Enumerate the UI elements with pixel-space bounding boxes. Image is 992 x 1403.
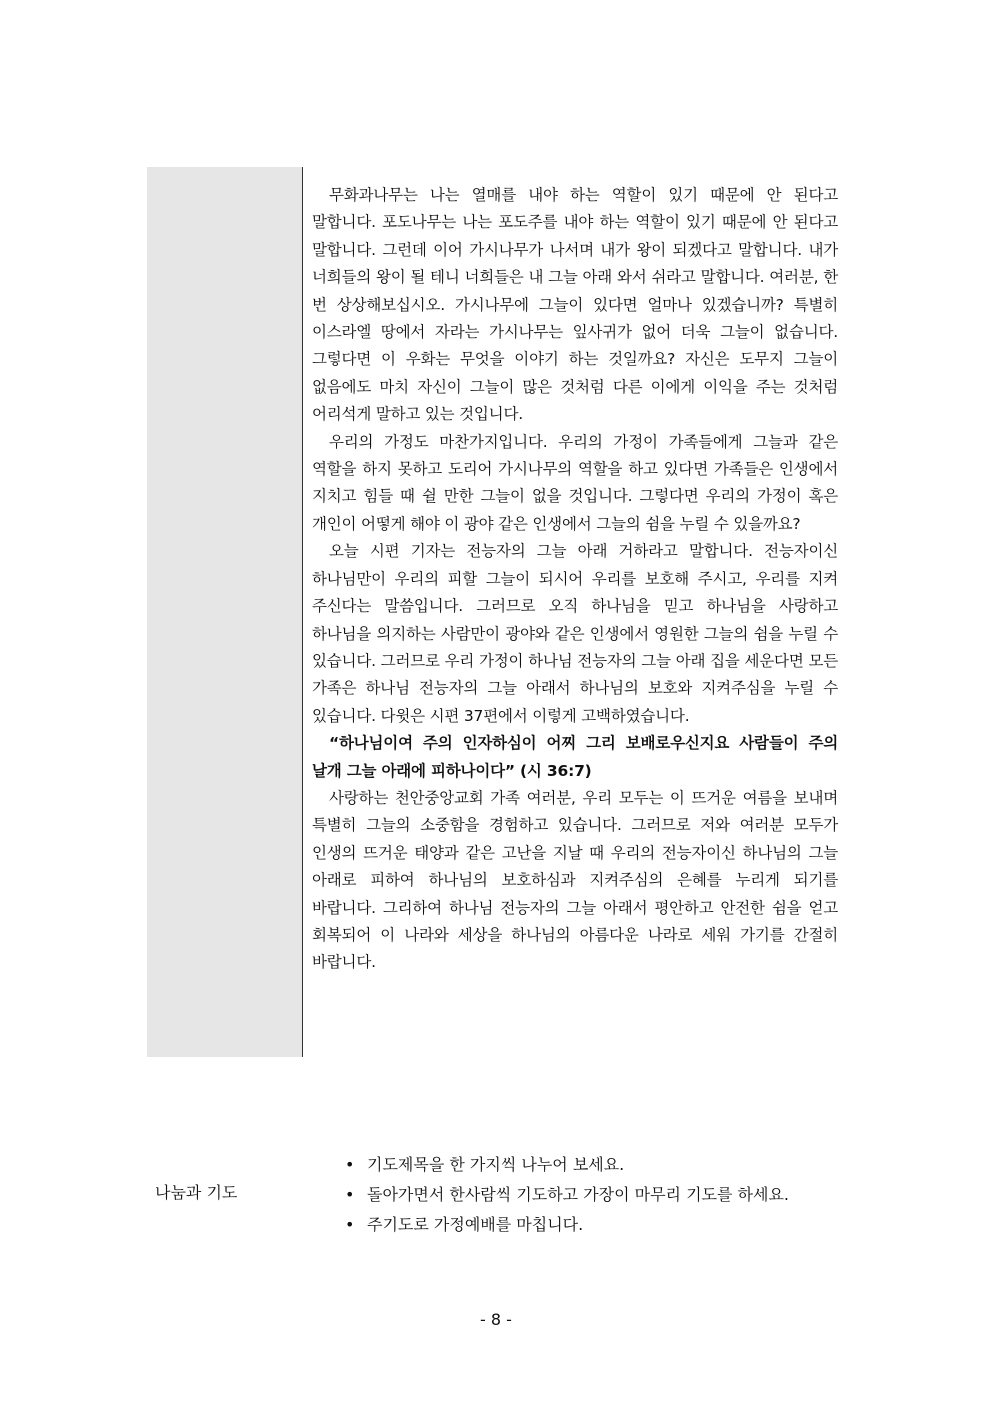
- paragraph-closing: 사랑하는 천안중앙교회 가족 여러분, 우리 모두는 이 뜨거운 여름을 보내며 특별히 그늘의 소중함을 경험하고 있습니다. 그러므로 저와 여러분 모두가 인생의 뜨거운 태양과 같은 고난을 지날 때 우리의 전능자이신 하나님의 그늘 아래로 피하여 하나님의 보호하심과 지켜주심의 은혜를 누리게 되기를 바랍니다. 그리하여 하나님 전능자의 그늘 아래서 평안하고 안전한 쉼을 얻고 회복되어 이 나라와 세상을 하나님의 아름다운 나라로 세워 가기를 간절히 바랍니다.: [312, 788, 838, 972]
- sermon-body: [312, 182, 838, 977]
- bullet-icon: •: [345, 1155, 355, 1174]
- prayer-list: [345, 1150, 789, 1240]
- list-item-text: 주기도로 가정예배를 마칩니다.: [367, 1215, 584, 1234]
- page-number: - 8 -: [480, 1310, 512, 1329]
- list-item-text: 기도제목을 한 가지씩 나누어 보세요.: [367, 1155, 625, 1174]
- paragraph-fig-tree: 무화과나무는 나는 열매를 내야 하는 역할이 있기 때문에 안 된다고 말합니다. 포도나무는 나는 포도주를 내야 하는 역할이 있기 때문에 안 된다고 말합니다. 그런데 이어 가시나무가 나서며 내가 왕이 되겠다고 말합니다. 내가 너희들의 왕이 될 테니 너희들은 내 그늘 아래 와서 쉬라고 말합니다. 여러분, 한 번 상상해보십시오. 가시나무에 그늘이 있다면 얼마나 있겠습니까? 특별히 이스라엘 땅에서 자라는 가시나무는 잎사귀가 없어 더욱 그늘이 없습니다. 그렇다면 이 우화는 무엇을 이야기 하는 것일까요? 자신은 도무지 그늘이 없음에도 마치 자신이 그늘이 많은 것처럼 다른 이에게 이익을 주는 것처럼 어리석게 말하고 있는 것입니다.: [312, 186, 838, 424]
- list-item-text: 돌아가면서 한사람씩 기도하고 가장이 마무리 기도를 하세요.: [367, 1185, 790, 1204]
- bullet-icon: •: [345, 1185, 355, 1204]
- list-item: [345, 1180, 789, 1210]
- bullet-icon: •: [345, 1215, 355, 1234]
- list-item: [345, 1210, 789, 1240]
- column-divider: [302, 167, 303, 1057]
- paragraph-family: 우리의 가정도 마찬가지입니다. 우리의 가정이 가족들에게 그늘과 같은 역할을 하지 못하고 도리어 가시나무의 역할을 하고 있다면 가족들은 인생에서 지치고 힘들 때 쉴 만한 그늘이 없을 것입니다. 그렇다면 우리의 가정이 혹은 개인이 어떻게 해야 이 광야 같은 인생에서 그늘의 쉼을 누릴 수 있을까요?: [312, 432, 839, 533]
- left-gray-column: [147, 167, 302, 1057]
- list-item: [345, 1150, 789, 1180]
- scripture-quote: “하나님이여 주의 인자하심이 어찌 그리 보배로우신지요 사람들이 주의 날개 그늘 아래에 피하나이다” (시 36:7): [312, 734, 838, 780]
- sharing-label: 나눔과 기도: [155, 1183, 238, 1202]
- paragraph-almighty-shadow: 오늘 시편 기자는 전능자의 그늘 아래 거하라고 말합니다. 전능자이신 하나님만이 우리의 피할 그늘이 되시어 우리를 보호해 주시고, 우리를 지켜 주신다는 말씀입니다. 그러므로 오직 하나님을 믿고 하나님을 사랑하고 하나님을 의지하는 사람만이 광야와 같은 인생에서 영원한 그늘의 쉼을 누릴 수 있습니다. 그러므로 우리 가정이 하나님 전능자의 그늘 아래 집을 세운다면 모든 가족은 하나님 전능자의 그늘 아래서 하나님의 보호와 지켜주심을 누릴 수 있습니다. 다윗은 시편 37편에서 이렇게 고백하였습니다.: [312, 542, 838, 725]
